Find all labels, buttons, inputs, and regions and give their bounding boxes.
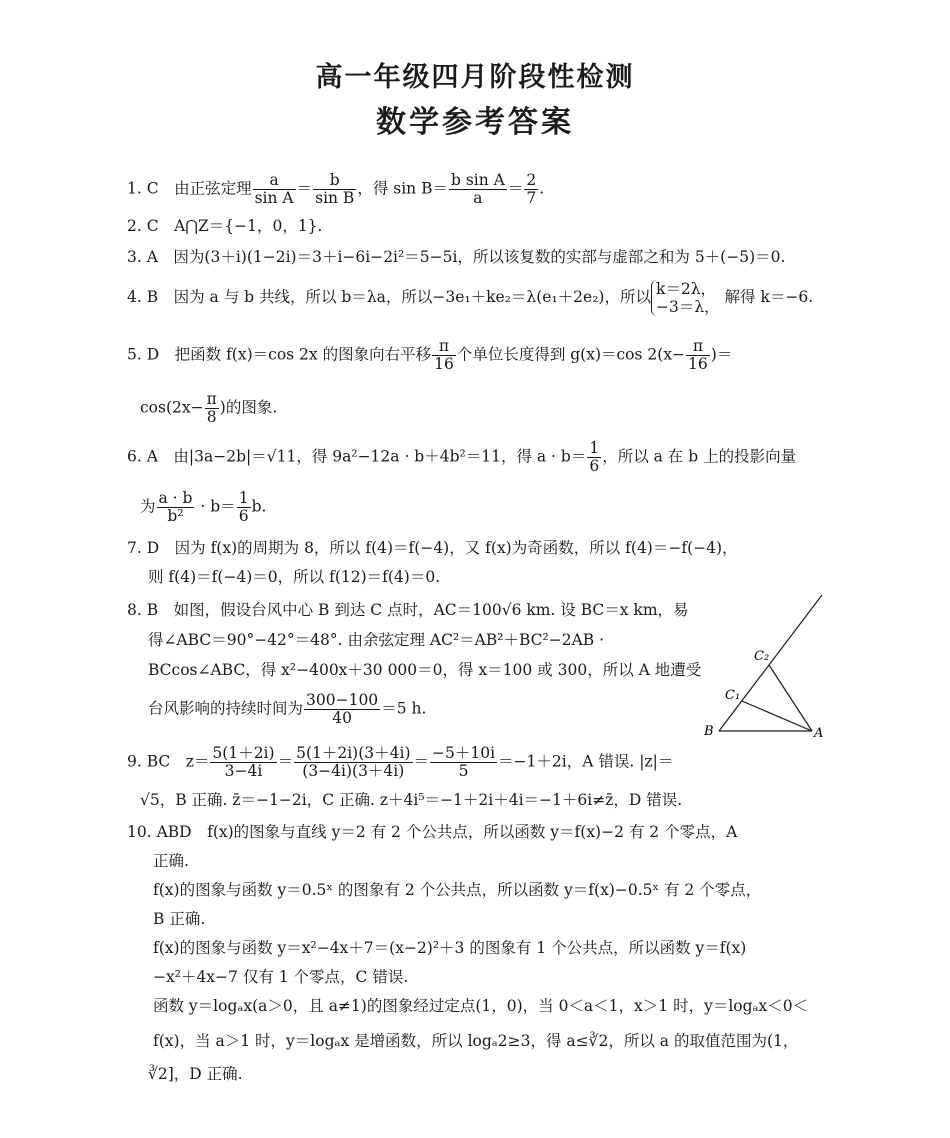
answer-9-cont: √5，B 正确. z̄＝−1−2i，C 正确. z＋4i⁵＝−1＋2i＋4i＝−1＋6i≠z̄，D 错误.	[140, 791, 683, 809]
fraction: $\frac{a \cdot b}{\text{b²}}$	[158, 489, 193, 525]
fraction: $\frac{2}{7}$	[526, 171, 537, 207]
fraction: $\frac{\pi}{8}$	[206, 390, 217, 426]
fraction: $\frac{\pi}{16}$	[434, 337, 454, 373]
answer-3: 3. A 因为(3＋i)(1−2i)＝3＋i−6i−2i²＝5−5i，所以该复数的实部与虚部之和为 5＋(−5)＝0.	[127, 248, 786, 266]
equation-system: k＝2λ， −3＝λ，	[651, 280, 720, 316]
segment-c1a	[742, 701, 812, 731]
answer-5: 5. D 把函数 f(x)＝cos 2x 的图象向右平移 $\frac{\pi}{16}$ 个单位长度得到 g(x)＝cos 2(x− $\frac{\pi}{16}$ )＝	[127, 337, 733, 373]
answer-5-cont: cos(2x− $\frac{\pi}{8}$ )的图象.	[140, 390, 278, 426]
segment-c2a	[769, 665, 812, 731]
answer-4: 4. B 因为 a 与 b 共线，所以 b＝λa，所以−3e₁＋ke₂＝λ(e₁＋2e₂)，所以 k＝2λ， −3＝λ， 解得 k＝−6.	[127, 280, 814, 316]
page-title: 高一年级四月阶段性检测	[315, 62, 635, 93]
answer-10-l8: f(x)，当 a＞1 时，y＝logₐx 是增函数，所以 logₐ2≥3，得 a≤∛2，所以 a 的取值范围为(1，	[153, 1032, 799, 1050]
answer-8-l3: BCcos∠ABC，得 x²−400x＋30 000＝0，得 x＝100 或 300，所以 A 地遭受	[148, 661, 702, 679]
answer-10-l5: f(x)的图象与函数 y＝x²−4x＋7＝(x−2)²＋3 的图象有 1 个公共点，所以函数 y＝f(x)	[153, 939, 747, 957]
fraction: $\frac{5(1+2i)(3+4i)}{(3-4i)(3+4i)}$	[296, 744, 411, 780]
fraction: $\frac{\pi}{16}$	[688, 337, 708, 373]
label-c2: C₂	[754, 649, 770, 664]
fraction: $\frac{5(1+2i)}{3-4i}$	[212, 744, 275, 780]
fraction: $\frac{b}{\text{sin B}}$	[315, 171, 355, 207]
label-c1: C₁	[725, 688, 741, 703]
fraction: $\frac{300-100}{40}$	[306, 691, 379, 727]
answer-10-l2: 正确.	[153, 852, 189, 870]
answer-7-cont: 则 f(4)＝f(−4)＝0，所以 f(12)＝f(4)＝0.	[148, 568, 441, 586]
answer-7: 7. D 因为 f(x)的周期为 8，所以 f(4)＝f(−4)，又 f(x)为奇函数，所以 f(4)＝−f(−4)，	[127, 539, 738, 557]
fraction: $\frac{1}{6}$	[589, 439, 600, 475]
answer-8: 8. B 如图，假设台风中心 B 到达 C 点时，AC＝100√6 km. 设 BC＝x km，易	[127, 601, 689, 619]
answer-2: 2. C A⋂Z＝{−1，0，1}.	[127, 217, 323, 235]
ray-line	[719, 595, 822, 731]
answer-10-l3: f(x)的图象与函数 y＝0.5ˣ 的图象有 2 个公共点，所以函数 y＝f(x)−0.5ˣ 有 2 个零点，	[153, 881, 762, 899]
triangle-figure	[700, 588, 840, 748]
answer-8-l4: 台风影响的持续时间为 $\frac{300-100}{40}$ ＝5 h.	[148, 691, 427, 727]
fraction: $\frac{1}{6}$	[238, 489, 249, 525]
answer-10-l6: −x²＋4x−7 仅有 1 个零点，C 错误.	[153, 968, 409, 986]
answer-6: 6. A 由|3a−2b|＝√11，得 9a²−12a · b＋4b²＝11，得 a · b＝ $\frac{1}{6}$ ，所以 a 在 b 上的投影向量	[127, 439, 797, 475]
answer-6-cont: 为 $\frac{a \cdot b}{\text{b²}}$ · b＝ $\frac{1}{6}$ b.	[140, 489, 267, 525]
answer-1: 1. C 由正弦定理 $\frac{a}{\text{sin A}}$ ＝ $\frac{b}{\text{sin B}}$ ，得 sin B＝ $\frac{\text{b sin A}}{a}$ ＝ $\frac{2}{7}$ .	[127, 171, 545, 207]
fraction: $\frac{\text{b sin A}}{a}$	[450, 171, 505, 207]
answer-10-l7: 函数 y＝logₐx(a＞0，且 a≠1)的图象经过定点(1，0)，当 0＜a＜1，x＞1 时，y＝logₐx＜0＜	[153, 997, 809, 1015]
label-b: B	[704, 724, 714, 739]
page-subtitle: 数学参考答案	[376, 105, 574, 140]
fraction: $\frac{-5+10i}{5}$	[432, 744, 496, 780]
answer-9: 9. BC z＝ $\frac{5(1+2i)}{3-4i}$ ＝ $\frac{5(1+2i)(3+4i)}{(3-4i)(3+4i)}$ ＝ $\frac{-5+10i}{5}$ ＝−1＋2i，A 错误. |z|＝	[127, 744, 674, 780]
label-a: A	[814, 726, 824, 741]
fraction: $\frac{a}{\text{sin A}}$	[254, 171, 294, 207]
answer-10: 10. ABD f(x)的图象与直线 y＝2 有 2 个公共点，所以函数 y＝f(x)−2 有 2 个零点，A	[127, 823, 738, 841]
answer-8-l2: 得∠ABC＝90°−42°＝48°. 由余弦定理 AC²＝AB²＋BC²−2AB ·	[148, 631, 605, 649]
answer-10-l4: B 正确.	[153, 910, 206, 928]
answer-10-l9: ∛2]，D 正确.	[148, 1065, 243, 1083]
